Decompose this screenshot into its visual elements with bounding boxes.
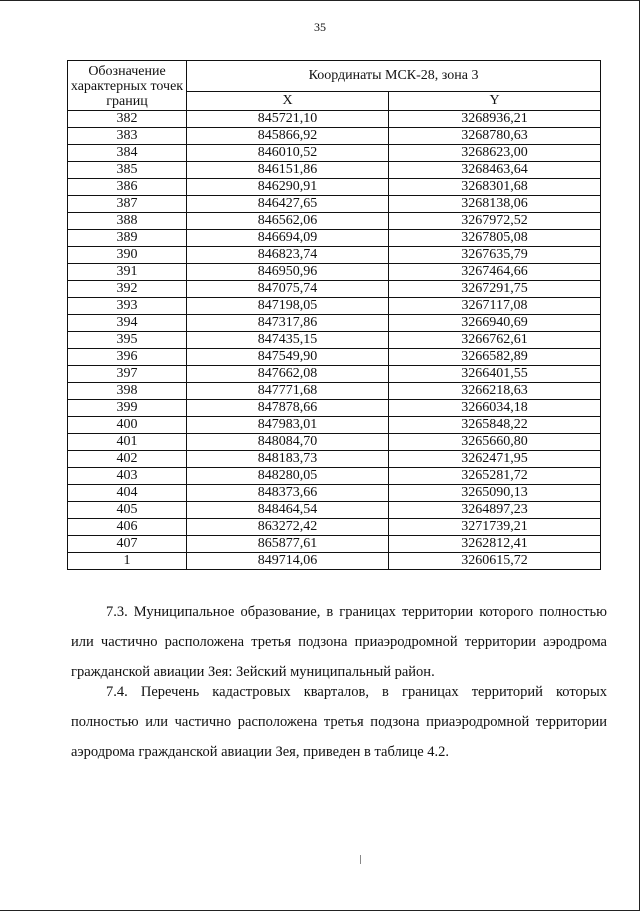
cell-y: 3264897,23 (389, 502, 601, 519)
cell-x: 847771,68 (187, 383, 389, 400)
cell-y: 3265090,13 (389, 485, 601, 502)
cell-x: 848280,05 (187, 468, 389, 485)
table-row (68, 111, 601, 128)
table-row (68, 485, 601, 502)
table-row (68, 298, 601, 315)
cell-point: 382 (68, 111, 187, 128)
cell-point: 403 (68, 468, 187, 485)
cell-x: 848373,66 (187, 485, 389, 502)
cell-point: 404 (68, 485, 187, 502)
table-row (68, 162, 601, 179)
cell-y: 3266218,63 (389, 383, 601, 400)
table-body (68, 111, 601, 570)
cell-point: 390 (68, 247, 187, 264)
cell-y: 3271739,21 (389, 519, 601, 536)
table-row (68, 315, 601, 332)
cell-x: 846290,91 (187, 179, 389, 196)
cell-x: 847198,05 (187, 298, 389, 315)
cell-y: 3265281,72 (389, 468, 601, 485)
cell-y: 3268623,00 (389, 145, 601, 162)
cell-x: 846427,65 (187, 196, 389, 213)
cell-point: 384 (68, 145, 187, 162)
cell-x: 847878,66 (187, 400, 389, 417)
cell-y: 3268936,21 (389, 111, 601, 128)
table-row (68, 264, 601, 281)
cell-point: 401 (68, 434, 187, 451)
scan-speck (360, 855, 361, 864)
cell-x: 865877,61 (187, 536, 389, 553)
cell-x: 847549,90 (187, 349, 389, 366)
paragraph-7-4-text: 7.4. Перечень кадастровых кварталов, в границах территорий которых полностью или частично расположена третья подзона приаэродромной территории аэродрома гражданской авиации Зея, приведен в таблице 4.2. (71, 684, 607, 760)
cell-point: 397 (68, 366, 187, 383)
table-row (68, 247, 601, 264)
header-boundary-points: Обозначение характерных точек границ (68, 61, 187, 111)
cell-y: 3267291,75 (389, 281, 601, 298)
cell-y: 3267805,08 (389, 230, 601, 247)
table-row (68, 196, 601, 213)
table-row (68, 213, 601, 230)
cell-point: 383 (68, 128, 187, 145)
page-number: 35 (314, 20, 326, 34)
cell-x: 845721,10 (187, 111, 389, 128)
cell-point: 386 (68, 179, 187, 196)
table-row (68, 468, 601, 485)
paragraph-7-4 (71, 677, 607, 767)
cell-x: 847983,01 (187, 417, 389, 434)
cell-y: 3267464,66 (389, 264, 601, 281)
coordinates-table (67, 60, 601, 570)
cell-y: 3267972,52 (389, 213, 601, 230)
cell-y: 3268780,63 (389, 128, 601, 145)
cell-x: 846151,86 (187, 162, 389, 179)
cell-point: 405 (68, 502, 187, 519)
table-row (68, 332, 601, 349)
paragraph-7-3-text: 7.3. Муниципальное образование, в границах территории которого полностью или частично расположена третья подзона приаэродромной территории аэродрома гражданской авиации Зея: Зейский муниципальный район. (71, 604, 607, 680)
cell-point: 398 (68, 383, 187, 400)
cell-point: 389 (68, 230, 187, 247)
table-row (68, 179, 601, 196)
cell-y: 3266762,61 (389, 332, 601, 349)
cell-y: 3262471,95 (389, 451, 601, 468)
cell-x: 863272,42 (187, 519, 389, 536)
cell-point: 388 (68, 213, 187, 230)
cell-point: 395 (68, 332, 187, 349)
cell-y: 3267117,08 (389, 298, 601, 315)
table-row (68, 383, 601, 400)
header-x: X (187, 92, 389, 111)
table-row (68, 400, 601, 417)
cell-x: 846950,96 (187, 264, 389, 281)
cell-point: 407 (68, 536, 187, 553)
cell-x: 849714,06 (187, 553, 389, 570)
paragraph-7-3 (71, 597, 607, 687)
cell-x: 847435,15 (187, 332, 389, 349)
cell-y: 3267635,79 (389, 247, 601, 264)
cell-y: 3266582,89 (389, 349, 601, 366)
table-row (68, 553, 601, 570)
cell-x: 847662,08 (187, 366, 389, 383)
cell-point: 399 (68, 400, 187, 417)
cell-y: 3265848,22 (389, 417, 601, 434)
table-row (68, 366, 601, 383)
table-row (68, 536, 601, 553)
cell-point: 385 (68, 162, 187, 179)
cell-y: 3266401,55 (389, 366, 601, 383)
cell-x: 846823,74 (187, 247, 389, 264)
cell-y: 3268138,06 (389, 196, 601, 213)
header-coordinates: Координаты МСК-28, зона 3 (187, 61, 601, 92)
cell-y: 3260615,72 (389, 553, 601, 570)
table-row (68, 128, 601, 145)
cell-point: 393 (68, 298, 187, 315)
cell-x: 846010,52 (187, 145, 389, 162)
cell-point: 396 (68, 349, 187, 366)
cell-x: 847075,74 (187, 281, 389, 298)
cell-point: 400 (68, 417, 187, 434)
cell-point: 402 (68, 451, 187, 468)
cell-x: 848084,70 (187, 434, 389, 451)
cell-y: 3266940,69 (389, 315, 601, 332)
cell-point: 1 (68, 553, 187, 570)
cell-y: 3268301,68 (389, 179, 601, 196)
cell-y: 3262812,41 (389, 536, 601, 553)
table-row (68, 145, 601, 162)
table-row (68, 230, 601, 247)
cell-y: 3265660,80 (389, 434, 601, 451)
cell-x: 845866,92 (187, 128, 389, 145)
cell-x: 848464,54 (187, 502, 389, 519)
table-row (68, 281, 601, 298)
cell-x: 846694,09 (187, 230, 389, 247)
header-y: Y (389, 92, 601, 111)
scan-edge-top (0, 0, 640, 1)
table-row (68, 502, 601, 519)
table-row (68, 417, 601, 434)
table-row (68, 451, 601, 468)
cell-y: 3268463,64 (389, 162, 601, 179)
cell-x: 847317,86 (187, 315, 389, 332)
cell-point: 387 (68, 196, 187, 213)
cell-x: 848183,73 (187, 451, 389, 468)
table-row (68, 349, 601, 366)
cell-y: 3266034,18 (389, 400, 601, 417)
cell-point: 406 (68, 519, 187, 536)
table-row (68, 434, 601, 451)
cell-point: 391 (68, 264, 187, 281)
table-row (68, 519, 601, 536)
cell-x: 846562,06 (187, 213, 389, 230)
cell-point: 394 (68, 315, 187, 332)
cell-point: 392 (68, 281, 187, 298)
